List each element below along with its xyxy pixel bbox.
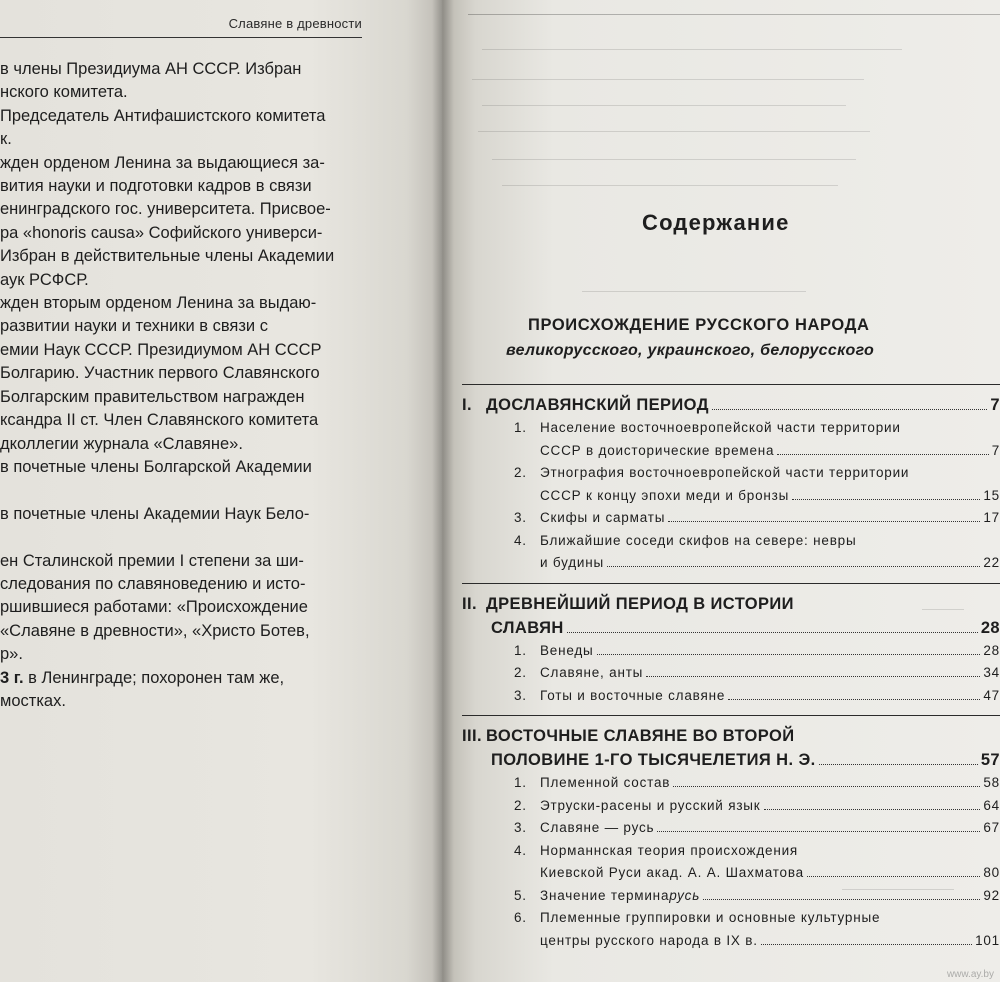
text-line	[0, 620, 366, 643]
toc-section	[462, 384, 1000, 575]
text-line	[0, 128, 366, 151]
item-number: 2.	[514, 665, 527, 680]
text-fragment: «Славяне в древности», «Христо Ботев,	[0, 621, 310, 640]
page-number: 7	[991, 442, 1000, 458]
page-number: 17	[983, 510, 1000, 525]
text-fragment: енинградского гос. университета. Присвое-	[0, 200, 331, 219]
text-line	[0, 105, 366, 128]
text-fragment: ен Сталинской премии I степени за ши-	[0, 551, 304, 570]
dot-leader	[646, 676, 980, 677]
page-number: 28	[983, 642, 1000, 658]
left-page-body	[0, 58, 366, 713]
toc-item	[462, 662, 1000, 685]
dot-leader	[807, 876, 980, 877]
item-number: 5.	[514, 887, 527, 903]
text-line	[0, 409, 366, 432]
item-title: Славяне, анты	[540, 665, 644, 680]
text-fragment: в члены Президиума АН СССР. Избран	[0, 60, 302, 78]
item-number: 3.	[514, 687, 527, 703]
item-number: 4.	[514, 532, 527, 548]
page-number: 47	[983, 687, 1000, 703]
page-number: 22	[983, 555, 1000, 570]
item-number: 3.	[514, 820, 527, 835]
dot-leader	[597, 654, 981, 655]
toc-section-heading	[462, 592, 1000, 616]
toc-item	[462, 930, 1000, 953]
item-title: Славяне — русь	[540, 820, 655, 835]
text-line	[0, 292, 366, 315]
text-fragment: дколлегии журнала «Славяне».	[0, 434, 243, 453]
item-number: 1.	[514, 420, 527, 435]
item-title: Готы и восточные славяне	[540, 687, 726, 703]
item-title: Этруски-расены и русский язык	[540, 797, 761, 813]
item-title: Норманнская теория происхождения	[540, 842, 799, 858]
item-title: центры русского народа в IX в.	[540, 932, 758, 948]
text-fragment: аук РСФСР.	[0, 270, 89, 289]
item-title: Население восточноевропейской части территории	[540, 420, 901, 435]
text-line	[0, 152, 366, 175]
bold-date: 3 г.	[0, 668, 24, 687]
text-fragment: к.	[0, 130, 12, 149]
section-title: СЛАВЯН	[491, 618, 564, 637]
watermark: www.ay.by	[946, 969, 994, 980]
dot-leader	[657, 831, 980, 832]
page-number: 101	[975, 932, 1000, 948]
dot-leader	[728, 699, 980, 700]
item-number: 3.	[514, 510, 527, 525]
text-line	[0, 456, 366, 479]
text-line	[0, 245, 366, 268]
text-line	[0, 526, 366, 549]
dot-leader	[792, 499, 980, 500]
text-line	[0, 386, 366, 409]
dot-leader	[567, 632, 978, 633]
text-fragment: в Ленинграде; похоронен там же,	[23, 668, 285, 687]
dot-leader	[703, 899, 980, 900]
dot-leader	[607, 566, 980, 567]
text-fragment: ксандра II ст. Член Славянского комитета	[0, 411, 319, 430]
dot-leader	[777, 454, 988, 455]
contents-title: Содержание	[642, 210, 790, 235]
text-line	[0, 573, 366, 596]
toc-item	[462, 552, 1000, 575]
text-line	[0, 198, 366, 221]
text-fragment: вития науки и подготовки кадров в связи	[0, 177, 312, 196]
dot-leader	[668, 521, 980, 522]
toc-item	[462, 417, 1000, 440]
text-line	[0, 690, 366, 713]
text-fragment: жден вторым орденом Ленина за выдаю-	[0, 294, 317, 313]
text-line	[0, 58, 366, 81]
item-number: 1.	[514, 642, 527, 658]
toc-item	[462, 485, 1000, 508]
text-fragment: нского комитета.	[0, 83, 128, 102]
top-rule	[468, 14, 1000, 15]
text-line	[0, 269, 366, 292]
text-fragment: ра «honoris causa» Софийского универси-	[0, 223, 323, 242]
dot-leader	[712, 409, 988, 410]
text-line	[0, 503, 366, 526]
toc-section	[462, 583, 1000, 708]
item-title: СССР к концу эпохи меди и бронзы	[540, 487, 790, 503]
item-title: Значение термина	[540, 887, 670, 903]
item-number: 1.	[514, 775, 527, 790]
dot-leader	[819, 764, 978, 765]
toc-item	[462, 530, 1000, 553]
toc-section-heading	[462, 393, 1000, 417]
toc-section	[462, 715, 1000, 952]
left-page	[0, 0, 442, 982]
toc-item	[462, 772, 1000, 795]
page-number: 15	[983, 487, 1000, 503]
item-number: 6.	[514, 910, 527, 925]
text-fragment: емии Наук СССР. Президиумом АН СССР	[0, 340, 322, 359]
text-line	[0, 643, 366, 666]
text-line	[0, 339, 366, 362]
section-number: II.	[462, 594, 477, 613]
text-fragment: в почетные члены Академии Наук Бело-	[0, 504, 310, 523]
section-title: ДРЕВНЕЙШИЙ ПЕРИОД В ИСТОРИИ	[486, 594, 794, 613]
toc-item	[462, 440, 1000, 463]
page-number: 28	[980, 618, 1000, 637]
text-fragment: мостках.	[0, 691, 66, 710]
dot-leader	[673, 786, 980, 787]
toc-section-heading	[462, 616, 1000, 640]
item-title-italic: русь	[669, 887, 701, 903]
dot-leader	[761, 944, 972, 945]
item-title: Венеды	[540, 642, 594, 658]
toc-item	[462, 462, 1000, 485]
dot-leader	[764, 809, 981, 810]
page-number: 64	[983, 797, 1000, 813]
item-title: Ближайшие соседи скифов на севере: невры	[540, 532, 857, 548]
toc-section-heading	[462, 724, 1000, 748]
toc-section-heading	[462, 748, 1000, 772]
toc-item	[462, 507, 1000, 530]
text-fragment: Председатель Антифашистского комитета	[0, 106, 326, 125]
page-number: 80	[983, 865, 1000, 880]
text-line	[0, 222, 366, 245]
toc-item	[462, 840, 1000, 863]
text-fragment: следования по славяноведению и исто-	[0, 574, 306, 593]
item-number: 2.	[514, 465, 527, 480]
text-line	[0, 81, 366, 104]
text-fragment: Болгарским правительством награжден	[0, 387, 305, 406]
text-line	[0, 315, 366, 338]
right-page	[442, 0, 1000, 982]
page-number: 67	[983, 820, 1000, 835]
toc-item	[462, 907, 1000, 930]
toc-item	[462, 817, 1000, 840]
table-of-contents	[442, 384, 1000, 960]
text-line	[0, 479, 366, 502]
text-line	[0, 667, 366, 690]
item-number: 2.	[514, 797, 527, 813]
item-title: Скифы и сарматы	[540, 510, 666, 525]
page-number: 92	[983, 887, 1000, 903]
item-title: Этнография восточноевропейской части территории	[540, 465, 910, 480]
item-number: 4.	[514, 842, 527, 858]
book-subtitle: великорусского, украинского, белорусского	[506, 342, 875, 359]
text-line	[0, 550, 366, 573]
item-title: и будины	[540, 555, 605, 570]
section-title: ДОСЛАВЯНСКИЙ ПЕРИОД	[486, 396, 709, 414]
text-line	[0, 433, 366, 456]
text-fragment: ршившиеся работами: «Происхождение	[0, 598, 308, 617]
toc-item	[462, 862, 1000, 885]
book-title: ПРОИСХОЖДЕНИЕ РУССКОГО НАРОДА	[528, 316, 870, 334]
show-through-text: —————————————————————————————— ———————————————————————————— —————————————————————————— ———————————————————————————— —————————————————————————— ———————————————————————— ———————————————— ——— ————————	[472, 40, 964, 896]
toc-item	[462, 885, 1000, 908]
text-fragment: р».	[0, 645, 23, 664]
page-number: 7	[990, 396, 1000, 414]
text-fragment: Болгарию. Участник первого Славянского	[0, 364, 320, 383]
text-line	[0, 175, 366, 198]
section-number: III.	[462, 727, 482, 745]
page-number: 57	[980, 751, 1000, 769]
item-title: Киевской Руси акад. А. А. Шахматова	[540, 865, 804, 880]
toc-item	[462, 795, 1000, 818]
section-title: ВОСТОЧНЫЕ СЛАВЯНЕ ВО ВТОРОЙ	[486, 727, 795, 745]
toc-item	[462, 640, 1000, 663]
text-fragment: Избран в действительные члены Академии	[0, 247, 335, 266]
item-title: Племенные группировки и основные культурные	[540, 910, 881, 925]
item-title: СССР в доисторические времена	[540, 442, 775, 458]
section-title: ПОЛОВИНЕ 1-ГО ТЫСЯЧЕЛЕТИЯ Н. Э.	[491, 751, 816, 769]
page-number: 58	[983, 775, 1000, 790]
book-gutter-shadow	[432, 0, 454, 982]
text-fragment: развитии науки и техники в связи с	[0, 317, 268, 336]
text-line	[0, 596, 366, 619]
text-fragment: жден орденом Ленина за выдающиеся за-	[0, 153, 325, 172]
toc-item	[462, 685, 1000, 708]
text-line	[0, 362, 366, 385]
page-number: 34	[983, 665, 1000, 680]
section-number: I.	[462, 396, 472, 414]
item-title: Племенной состав	[540, 775, 671, 790]
running-head: Славяне в древности	[0, 16, 362, 38]
text-fragment: в почетные члены Болгарской Академии	[0, 457, 312, 476]
